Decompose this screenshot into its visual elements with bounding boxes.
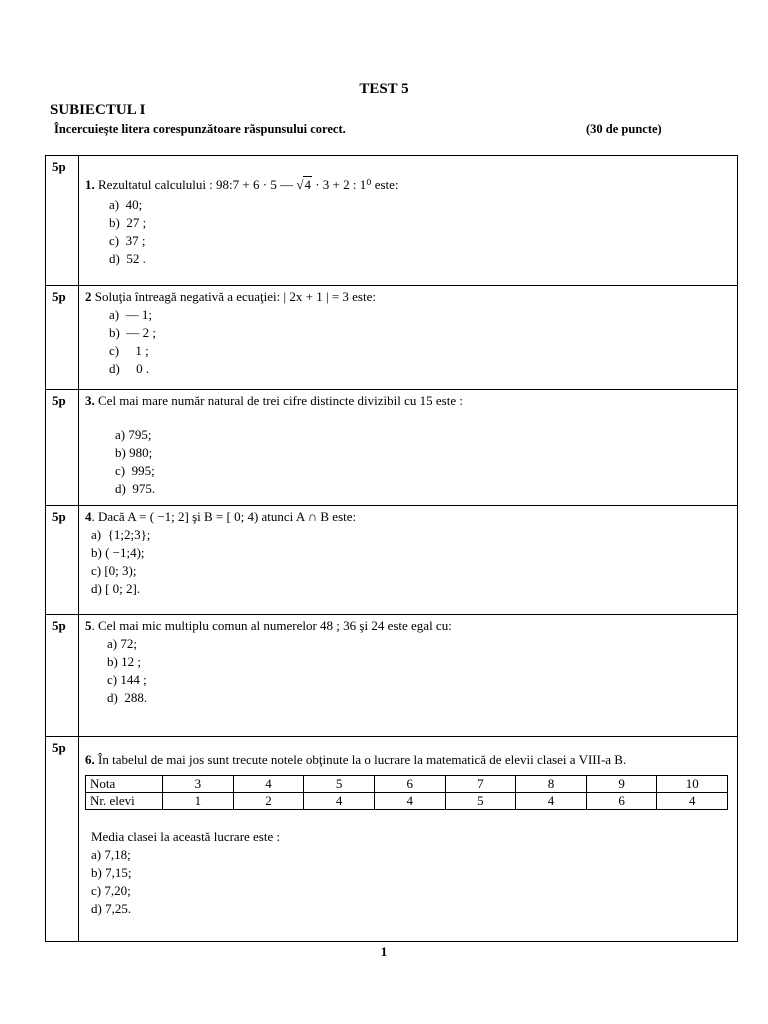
count-cell: 1 bbox=[163, 793, 234, 810]
option[interactable]: c) 144 ; bbox=[107, 672, 147, 687]
sqrt-icon: √ bbox=[296, 177, 304, 192]
subject-heading: SUBIECTUL I bbox=[50, 102, 146, 118]
option[interactable]: b) 12 ; bbox=[107, 654, 141, 669]
instruction-text: Încercuieşte litera corespunzătoare răspunsului corect. bbox=[54, 122, 346, 136]
square-root bbox=[296, 176, 312, 194]
grades-row bbox=[86, 776, 728, 793]
options-list bbox=[109, 196, 731, 268]
question-text-part: În tabelul de mai jos sunt trecute notele obţinute la o lucrare la matematică de elevii clasei a VIII-a B. bbox=[94, 752, 627, 767]
option[interactable]: a) 72; bbox=[107, 636, 137, 651]
option[interactable]: a) — 1; bbox=[109, 307, 152, 322]
count-cell: 6 bbox=[586, 793, 657, 810]
option[interactable]: c) 7,20; bbox=[91, 883, 131, 898]
option[interactable]: d) 0 . bbox=[109, 361, 150, 376]
test-title: TEST 5 bbox=[359, 81, 409, 97]
question-points: 5p bbox=[46, 737, 79, 942]
grade-cell: 9 bbox=[586, 776, 657, 793]
question-cell bbox=[79, 615, 738, 737]
question-number: 2 bbox=[85, 289, 92, 304]
option[interactable]: b) 7,15; bbox=[91, 865, 132, 880]
count-cell: 4 bbox=[374, 793, 445, 810]
option[interactable]: b) — 2 ; bbox=[109, 325, 156, 340]
option[interactable]: a) 7,18; bbox=[91, 847, 131, 862]
question-text-part: · 3 + 2 : 1⁰ este: bbox=[311, 177, 399, 192]
option[interactable]: a) {1;2;3}; bbox=[91, 527, 151, 542]
question-cell bbox=[79, 506, 738, 615]
question-text bbox=[85, 617, 731, 635]
question-number: 4 bbox=[85, 509, 92, 524]
students-row bbox=[86, 793, 728, 810]
options-list bbox=[115, 426, 731, 498]
count-cell: 4 bbox=[304, 793, 375, 810]
option[interactable]: c) 37 ; bbox=[109, 233, 146, 248]
option[interactable]: c) [0; 3); bbox=[91, 563, 137, 578]
question-points: 5p bbox=[46, 506, 79, 615]
questions-table bbox=[45, 155, 738, 942]
question-text bbox=[85, 392, 731, 410]
question-cell bbox=[79, 390, 738, 506]
question-text-part: . Dacă A = ( −1; 2] şi B = [ 0; 4) atunci A ∩ B este: bbox=[91, 509, 357, 524]
question-cell bbox=[79, 156, 738, 286]
option[interactable]: d) 288. bbox=[107, 690, 148, 705]
question-cell bbox=[79, 286, 738, 390]
count-cell: 4 bbox=[516, 793, 587, 810]
question-points: 5p bbox=[46, 286, 79, 390]
question-number: 1. bbox=[85, 177, 95, 192]
students-row-label: Nr. elevi bbox=[86, 793, 163, 810]
question-row-6 bbox=[46, 737, 738, 942]
question-points: 5p bbox=[46, 156, 79, 286]
grade-cell: 3 bbox=[163, 776, 234, 793]
count-cell: 5 bbox=[445, 793, 516, 810]
question-number: 5 bbox=[85, 618, 92, 633]
sqrt-radicand: 4 bbox=[304, 177, 311, 192]
grades-row-label: Nota bbox=[86, 776, 163, 793]
option[interactable]: d) 975. bbox=[115, 481, 156, 496]
question-row-3 bbox=[46, 390, 738, 506]
question-number: 6. bbox=[85, 752, 95, 767]
question-text bbox=[85, 508, 731, 526]
total-points: (30 de puncte) bbox=[586, 122, 662, 136]
question-points: 5p bbox=[46, 390, 79, 506]
question-text bbox=[85, 176, 731, 194]
question-row-5 bbox=[46, 615, 738, 737]
grade-cell: 7 bbox=[445, 776, 516, 793]
question-text-part: Soluţia întreagă negativă a ecuaţiei: | 2x + 1 | = 3 este: bbox=[91, 289, 376, 304]
grades-table bbox=[85, 775, 728, 810]
question-text-part: . Cel mai mic multiplu comun al numerelor 48 ; 36 şi 24 este egal cu: bbox=[91, 618, 452, 633]
question-row-1 bbox=[46, 156, 738, 286]
page-number: 1 bbox=[380, 944, 388, 959]
option[interactable]: d) 7,25. bbox=[91, 901, 132, 916]
option[interactable]: d) [ 0; 2]. bbox=[91, 581, 141, 596]
option[interactable]: a) 40; bbox=[109, 197, 143, 212]
option[interactable]: a) 795; bbox=[115, 427, 152, 442]
question-text bbox=[85, 288, 731, 306]
question-number: 3. bbox=[85, 393, 95, 408]
grade-cell: 4 bbox=[233, 776, 304, 793]
grade-cell: 8 bbox=[516, 776, 587, 793]
options-list bbox=[91, 846, 731, 918]
option[interactable]: b) 27 ; bbox=[109, 215, 147, 230]
options-list bbox=[91, 526, 731, 598]
option[interactable]: b) 980; bbox=[115, 445, 153, 460]
question-points: 5p bbox=[46, 615, 79, 737]
grade-cell: 10 bbox=[657, 776, 728, 793]
option[interactable]: c) 1 ; bbox=[109, 343, 149, 358]
options-list bbox=[107, 635, 731, 707]
question-row-4 bbox=[46, 506, 738, 615]
question-text-part: Rezultatul calculului : 98:7 + 6 · 5 — bbox=[94, 177, 294, 192]
option[interactable]: b) ( −1;4); bbox=[91, 545, 145, 560]
followup-text: Media clasei la această lucrare este : bbox=[91, 829, 281, 844]
question-text-part: Cel mai mare număr natural de trei cifre distincte divizibil cu 15 este : bbox=[94, 393, 463, 408]
option[interactable]: d) 52 . bbox=[109, 251, 146, 266]
question-cell bbox=[79, 737, 738, 942]
question-row-2 bbox=[46, 286, 738, 390]
question-text bbox=[85, 751, 731, 769]
option[interactable]: c) 995; bbox=[115, 463, 155, 478]
count-cell: 2 bbox=[233, 793, 304, 810]
grade-cell: 5 bbox=[304, 776, 375, 793]
count-cell: 4 bbox=[657, 793, 728, 810]
options-list bbox=[109, 306, 731, 378]
grade-cell: 6 bbox=[374, 776, 445, 793]
